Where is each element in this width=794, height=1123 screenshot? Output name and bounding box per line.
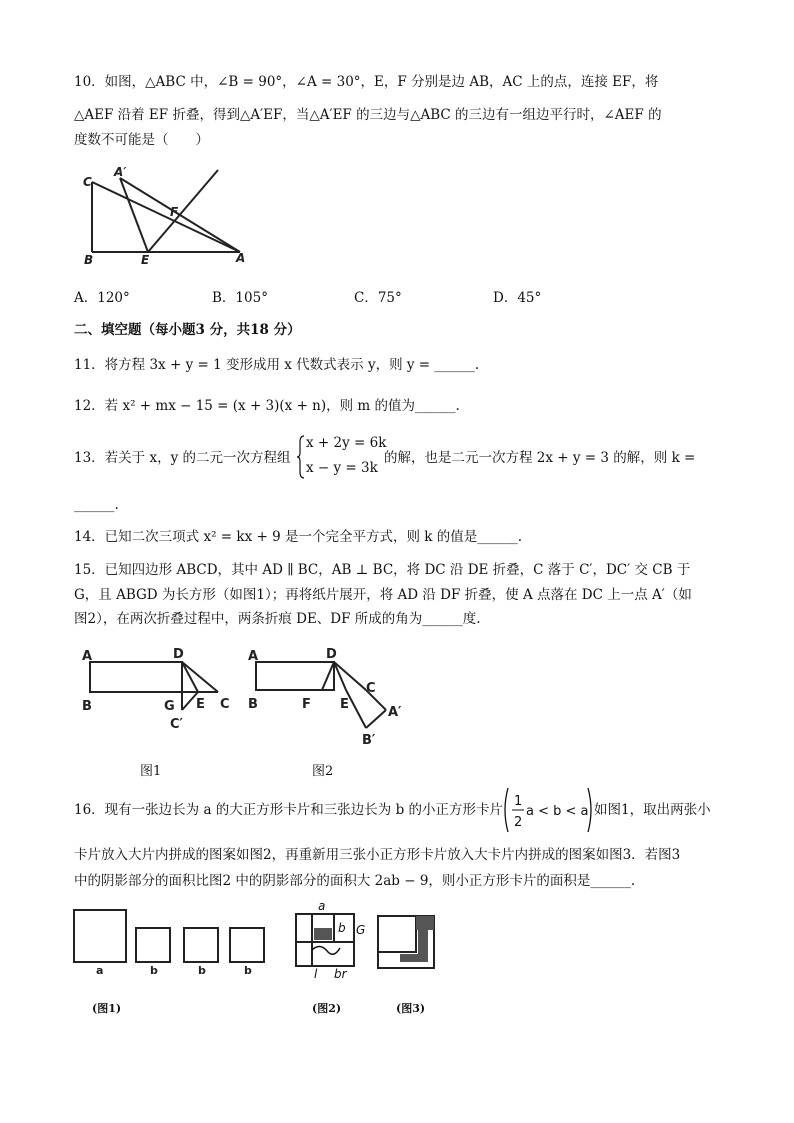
q10-option-c: C．75° [354, 290, 402, 306]
q16-f1-label-b2: b [198, 964, 206, 976]
q16-f1-label-b3: b [244, 964, 252, 976]
q13-after: 的解，也是二元一次方程 2x + y = 3 的解，则 k = [384, 450, 696, 466]
q16-f1-label-a: a [96, 964, 104, 976]
q16-frac-den: 2 [514, 815, 523, 830]
q13-blank: ______. [74, 497, 119, 513]
q16-figure2 [290, 898, 370, 982]
q10-line3: 度数不可能是（ ） [74, 132, 209, 148]
q15-f2-label-c: C [366, 681, 376, 696]
q15-f2-label-f: F [302, 697, 311, 712]
q15-caption1: 图1 [140, 764, 162, 779]
q15-f1-label-c: C [220, 697, 230, 712]
q10-label-c: C [83, 175, 92, 189]
q15-f1-label-g: G [164, 699, 175, 714]
q16-condition [502, 786, 594, 834]
q16-caption2: (图2) [312, 1002, 342, 1015]
q16-line1-before: 16．现有一张边长为 a 的大正方形卡片和三张边长为 b 的小正方形卡片 [74, 802, 504, 818]
q15-line2: G，且 ABGD 为长方形（如图1）；再将纸片展开，将 AD 沿 DF 折叠，使 A 点落在 DC 上一点 A′（如 [74, 587, 692, 603]
q15-f2-label-a-prime: A′ [388, 705, 402, 720]
q16-caption3: (图3) [396, 1002, 426, 1015]
q16-cond-text: a < b < a [526, 804, 589, 819]
q16-caption1: (图1) [92, 1002, 122, 1015]
q15-f2-label-e: E [340, 697, 349, 712]
q15-line3: 图2），在两次折叠过程中，两条折痕 DE、DF 所成的角为______度. [74, 611, 481, 627]
q14-text: 14．已知二次三项式 x² = kx + 9 是一个完全平方式，则 k 的值是______. [74, 529, 523, 545]
q15-f2-label-d: D [326, 647, 337, 662]
q15-f2-label-b-prime: B′ [362, 733, 376, 748]
q10-option-a: A．120° [74, 290, 130, 306]
q10-label-e: E [141, 253, 150, 267]
q11-text: 11．将方程 3x + y = 1 变形成用 x 代数式表示 y，则 y = ______. [74, 357, 480, 373]
q10-option-b: B．105° [212, 290, 268, 306]
q13-eq2: x − y = 3k [306, 460, 378, 476]
q10-label-b: B [84, 253, 94, 267]
q15-f1-label-b: B [82, 699, 92, 714]
q16-f2-hw-l: l [314, 967, 318, 981]
q16-line1-after: 如图1，取出两张小 [594, 802, 711, 818]
q16-f2-hw-br: br [334, 967, 347, 981]
q15-figure2 [244, 640, 414, 752]
q13-eq1: x + 2y = 6k [306, 435, 387, 451]
q16-f2-hw-b: b [338, 921, 346, 935]
q10-figure [78, 164, 268, 268]
q15-f1-label-c-prime: C′ [170, 717, 183, 732]
q15-f2-label-a: A [248, 649, 259, 664]
q16-figure3 [372, 912, 442, 974]
q16-f2-hw-a: a [318, 899, 326, 913]
q10-label-a-prime: A′ [114, 165, 127, 179]
q16-f2-hw-g: G [356, 923, 366, 937]
q10-label-f: F [170, 205, 179, 219]
q15-f1-label-d: D [173, 647, 184, 662]
q16-frac-num: 1 [514, 794, 523, 809]
q15-f2-label-b: B [248, 697, 258, 712]
q15-caption2: 图2 [312, 764, 334, 779]
q16-line2: 卡片放入大片内拼成的图案如图2，再重新用三张小正方形卡片放入大卡片内拼成的图案如图3．若图3 [74, 847, 681, 863]
q15-f1-label-a: A [82, 649, 93, 664]
q10-label-a: A [236, 251, 246, 265]
q15-line1: 15．已知四边形 ABCD，其中 AD ∥ BC，AB ⊥ BC，将 DC 沿 DE 折叠，C 落于 C′，DC′ 交 CB 于 [74, 562, 691, 578]
q10-line2: △AEF 沿着 EF 折叠，得到△A′EF，当△A′EF 的三边与△ABC 的三边有一组边平行时，∠AEF 的 [74, 107, 662, 123]
q13-brace [296, 434, 306, 480]
q15-figure1 [78, 640, 248, 740]
q10-option-d: D．45° [493, 290, 542, 306]
q13-before: 13．若关于 x，y 的二元一次方程组 [74, 450, 291, 466]
q16-figure1 [70, 906, 290, 976]
q10-line1: 10．如图，△ABC 中，∠B = 90°，∠A = 30°，E，F 分别是边 AB，AC 上的点，连接 EF，将 [74, 74, 659, 90]
section2-heading: 二、填空题（每小题3 分，共18 分） [74, 322, 301, 338]
q15-f1-label-e: E [196, 697, 205, 712]
q12-text: 12．若 x² + mx − 15 = (x + 3)(x + n)，则 m 的值为______. [74, 398, 460, 414]
q16-f1-label-b1: b [150, 964, 158, 976]
q16-line3: 中的阴影部分的面积比图2 中的阴影部分的面积大 2ab − 9，则小正方形卡片的面积是______. [74, 873, 636, 889]
